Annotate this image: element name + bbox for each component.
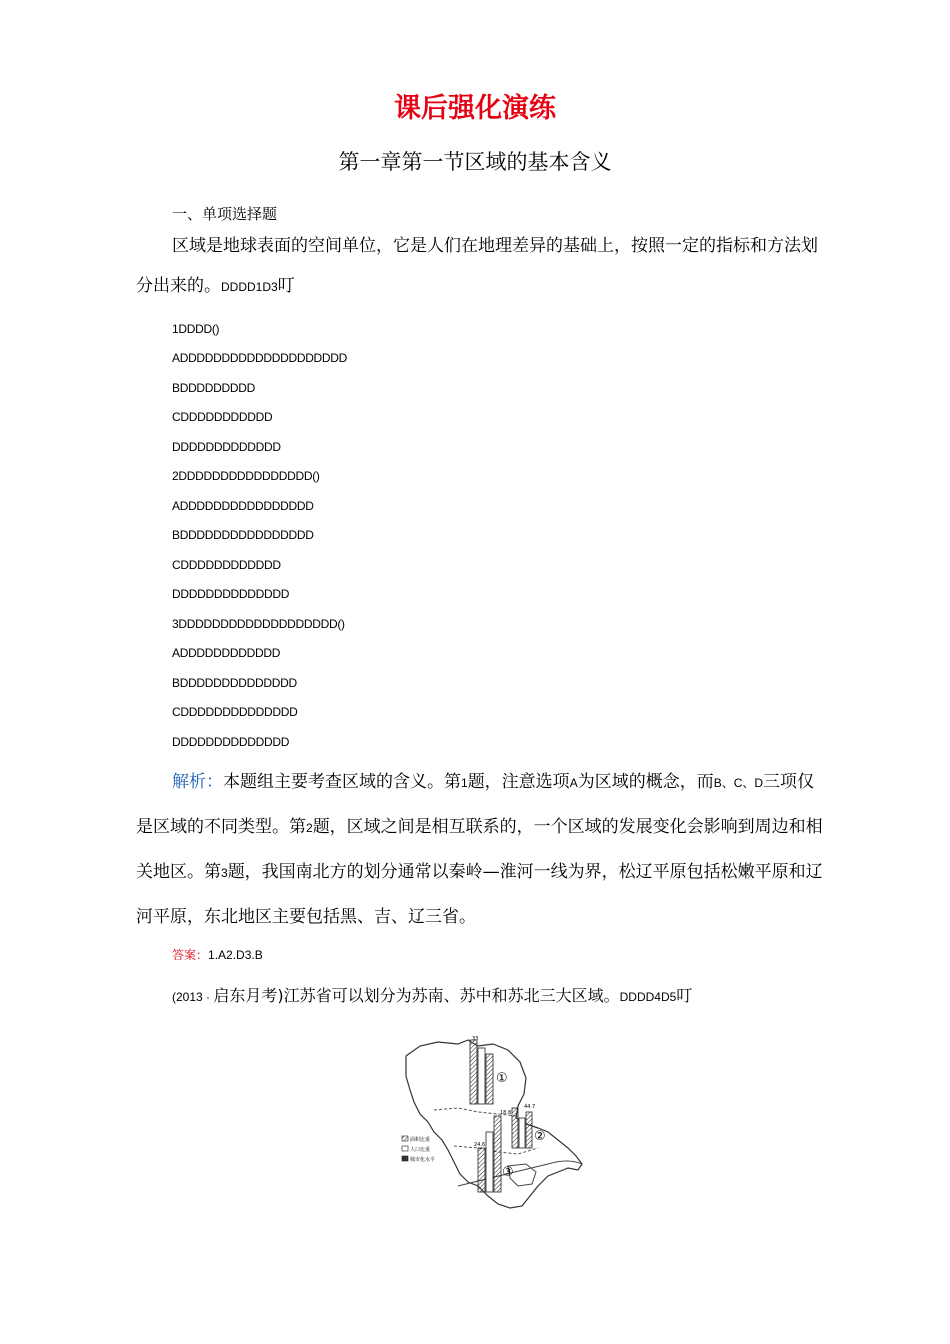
bar-region-3-urban xyxy=(494,1116,501,1192)
q2-text: )江苏省可以划分为苏南、苏中和苏北三大区域。 xyxy=(277,986,620,1005)
section-heading: 一、单项选择题 xyxy=(172,205,278,223)
q2-prefix: (2013 · xyxy=(172,990,214,1004)
bar-region-1-urban xyxy=(486,1054,493,1104)
region-label-2: ② xyxy=(534,1129,546,1144)
analysis-text-5: 题，区域之间是相互联系的，一个区域的发展变化会影响到周边和相关地区。第 xyxy=(136,817,823,882)
value-label-2: 44.7 xyxy=(524,1104,536,1110)
option-line: DDDDDDDDDDDDDD xyxy=(172,735,290,749)
analysis-text-1: 本题组主要考查区域的含义。第 xyxy=(223,772,461,792)
question-2-stem xyxy=(172,983,692,1006)
analysis-text-4: 三项仅是区域的不同类型。第 xyxy=(136,772,815,837)
answer-label: 答案： xyxy=(172,948,209,962)
option-line: CDDDDDDDDDDDDDD xyxy=(172,705,298,719)
analysis-num-3: 3 xyxy=(221,866,228,880)
bar-region-1-pop xyxy=(478,1048,485,1104)
q2-suffix-char: 叮 xyxy=(676,986,693,1005)
option-line: 3DDDDDDDDDDDDDDDDDDD() xyxy=(172,617,345,631)
analysis-label: 解析： xyxy=(172,772,223,792)
intro-paragraph xyxy=(136,226,826,307)
answer-line xyxy=(172,946,263,963)
analysis-text-2: 题，注意选项 xyxy=(467,772,570,792)
option-line: BDDDDDDDDDDDDDDDD xyxy=(172,528,314,542)
legend-urban: 城市化水平 xyxy=(410,1157,436,1163)
bar-region-2-area xyxy=(512,1108,518,1148)
chapter-subtitle: 第一章第一节区域的基本含义 xyxy=(338,150,612,174)
q2-suffix-small: DDDD4D5 xyxy=(619,990,677,1004)
page-title: 课后强化演练 xyxy=(394,93,556,124)
option-line: 1DDDD() xyxy=(172,322,220,336)
analysis-paragraph xyxy=(136,760,826,939)
bar-region-2-pop xyxy=(519,1118,525,1148)
option-line: CDDDDDDDDDDDD xyxy=(172,558,281,572)
map-legend xyxy=(402,1136,435,1163)
q2-source: 启东月考 xyxy=(213,986,278,1005)
option-line: ADDDDDDDDDDDD xyxy=(172,646,281,660)
legend-pop: 人口比重 xyxy=(410,1147,431,1153)
value-label-1: 33 xyxy=(472,1036,479,1042)
option-line: DDDDDDDDDDDDDD xyxy=(172,587,290,601)
jiangsu-region-map xyxy=(398,1036,584,1210)
bar-region-3-area xyxy=(478,1148,485,1192)
option-line: ADDDDDDDDDDDDDDDD xyxy=(172,499,314,513)
analysis-num-1: 1 xyxy=(461,776,468,790)
analysis-option-a: A xyxy=(569,776,578,790)
analysis-num-2: 2 xyxy=(306,821,313,835)
bar-region-3-pop xyxy=(486,1132,493,1192)
option-line: DDDDDDDDDDDDD xyxy=(172,440,281,454)
value-label-4: 24.6 xyxy=(474,1142,486,1148)
option-line: CDDDDDDDDDDD xyxy=(172,410,273,424)
answer-text: 1.A2.D3.B xyxy=(208,948,263,962)
intro-text: 区域是地球表面的空间单位，它是人们在地理差异的基础上，按照一定的指标和方法划分出来的。 xyxy=(136,236,818,296)
analysis-option-bcd: B、C、D xyxy=(713,776,764,790)
option-line: BDDDDDDDDD xyxy=(172,381,255,395)
bar-region-1-area xyxy=(470,1040,477,1104)
option-line: ADDDDDDDDDDDDDDDDDDDD xyxy=(172,351,348,365)
region-label-3: ③ xyxy=(502,1165,514,1180)
intro-suffix-small: DDDD1D3 xyxy=(221,280,278,294)
analysis-text-3: 为区域的概念，而 xyxy=(577,772,714,792)
analysis-text-6: 题，我国南北方的划分通常以秦岭—淮河一线为界，松辽平原包括松嫩平原和辽河平原，东北地区主要包括黑、吉、辽三省。 xyxy=(136,862,823,927)
option-line: 2DDDDDDDDDDDDDDDD() xyxy=(172,469,320,483)
intro-suffix-char: 叮 xyxy=(277,276,295,296)
legend-area: 面积比重 xyxy=(410,1137,431,1143)
bar-region-2-urban xyxy=(526,1112,532,1148)
region-label-1: ① xyxy=(496,1071,508,1086)
option-line: BDDDDDDDDDDDDDD xyxy=(172,676,297,690)
value-label-3: 18.8 xyxy=(500,1110,512,1116)
